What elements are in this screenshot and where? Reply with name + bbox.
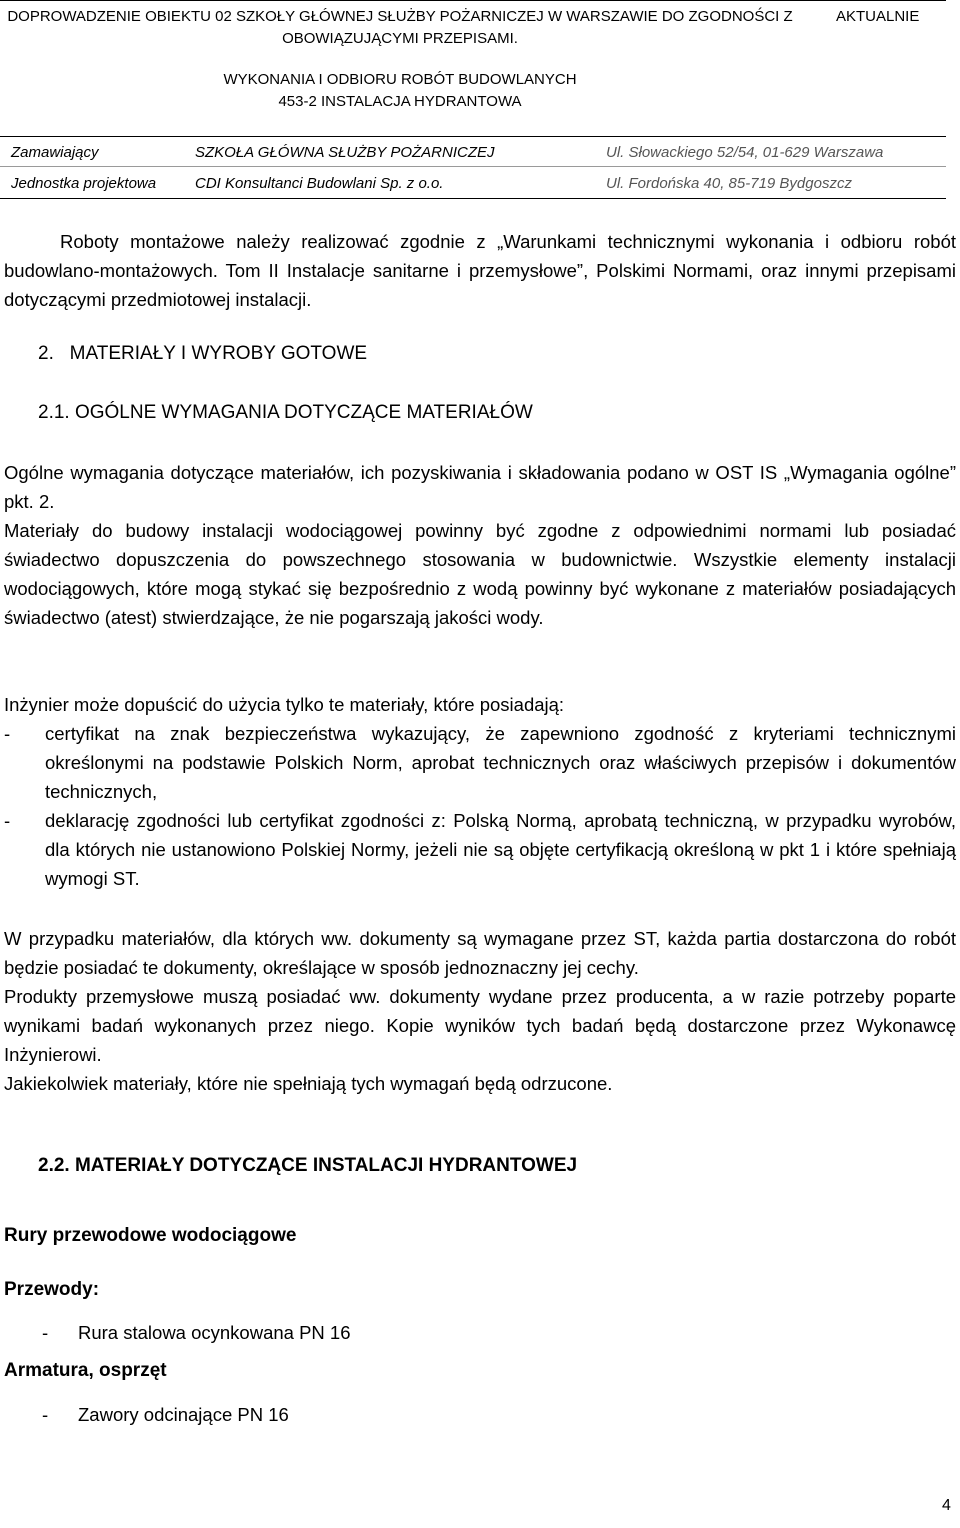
header-row-divider xyxy=(0,166,946,167)
list-dash: - xyxy=(42,1322,49,1343)
spec-title xyxy=(0,69,946,113)
client-label: Zamawiający xyxy=(11,144,99,161)
general-requirements-paragraph: Ogólne wymagania dotyczące materiałów, ich pozyskiwania i składowania podano w OST IS „Wymagania ogólne” pkt. 2. xyxy=(4,462,956,512)
client-name: SZKOŁA GŁÓWNA SŁUŻBY POŻARNICZEJ xyxy=(195,144,495,161)
designer-address xyxy=(606,174,852,194)
header-top-rule xyxy=(0,0,946,1)
intro-paragraph: Roboty montażowe należy realizować zgodnie z „Warunkami technicznymi wykonania i odbioru robót budowlano-montażowych. Tom II Instalacje sanitarne i przemysłowe”, Polskimi Normami, oraz innymi przepisami dotyczącymi przedmiotowej instalacji. xyxy=(4,231,956,310)
section-2-1-heading: 2.1. OGÓLNE WYMAGANIA DOTYCZĄCE MATERIAŁÓW xyxy=(38,402,533,423)
document-title xyxy=(0,6,800,50)
header-table-top-rule xyxy=(0,136,946,137)
conduits-heading: Przewody: xyxy=(4,1279,100,1300)
document-title-line2: OBOWIĄZUJĄCYMI PRZEPISAMI. xyxy=(282,30,518,47)
header-bottom-rule xyxy=(0,198,946,199)
spec-title-line1: WYKONANIA I ODBIORU ROBÓT BUDOWLANYCH xyxy=(223,71,577,88)
spec-title-line2: 453-2 INSTALACJA HYDRANTOWA xyxy=(278,93,522,110)
designer-name: CDI Konsultanci Budowlani Sp. z o.o. xyxy=(195,175,444,192)
fittings-item xyxy=(42,1400,642,1429)
document-title-line1: DOPROWADZENIE OBIEKTU 02 SZKOŁY GŁÓWNEJ SŁUŻBY POŻARNICZEJ W WARSZAWIE DO ZGODNOŚCI Z xyxy=(7,8,793,25)
rejection-paragraph: Jakiekolwiek materiały, które nie spełniają tych wymagań będą odrzucone. xyxy=(4,1073,613,1094)
list-dash: - xyxy=(4,810,11,831)
list-item-text: certyfikat na znak bezpieczeństwa wykazujący, że zapewniono zgodność z kryteriami technicznymi określonymi na podstawie Polskich Norm, aprobat technicznych oraz właściwych przepisów i dokumentów technicznych, xyxy=(45,723,956,802)
pipes-heading: Rury przewodowe wodociągowe xyxy=(4,1225,297,1246)
conduits-item xyxy=(42,1318,642,1347)
client-address-text: Ul. Słowackiego 52/54, 01-629 Warszawa xyxy=(606,144,884,161)
engineer-intro: Inżynier może dopuścić do użycia tylko te materiały, które posiadają: xyxy=(4,694,565,715)
list-dash: - xyxy=(42,1404,49,1425)
list-item xyxy=(4,806,956,893)
fittings-heading: Armatura, osprzęt xyxy=(4,1360,167,1381)
section-2-2-heading: 2.2. MATERIAŁY DOTYCZĄCE INSTALACJI HYDRANTOWEJ xyxy=(38,1155,578,1176)
page-number: 4 xyxy=(942,1497,951,1514)
fittings-item-text: Zawory odcinające PN 16 xyxy=(78,1404,289,1425)
client-address xyxy=(606,143,883,163)
section-2-heading: 2. MATERIAŁY I WYROBY GOTOWE xyxy=(38,343,368,364)
designer-label: Jednostka projektowa xyxy=(11,175,157,192)
documents-paragraph: W przypadku materiałów, dla których ww. dokumenty są wymagane przez ST, każda partia dostarczona do robót będzie posiadać te dokumenty, określające w sposób jednoznaczny jej cechy. xyxy=(4,928,956,978)
list-item xyxy=(4,719,956,806)
list-dash: - xyxy=(4,723,11,744)
conduits-item-text: Rura stalowa ocynkowana PN 16 xyxy=(78,1322,351,1343)
designer-address-text: Ul. Fordońska 40, 85-719 Bydgoszcz xyxy=(606,175,852,192)
materials-paragraph: Materiały do budowy instalacji wodociągowej powinny być zgodne z odpowiednimi normami lub posiadać świadectwo dopuszczenia do powszechnego stosowania w budownictwie. Wszystkie elementy instalacji wodociągowych, które mogą stykać się bezpośrednio z wodą powinny być wykonane z materiałów posiadających świadectwo (atest) stwierdzające, że nie pogarszają jakości wody. xyxy=(4,520,956,628)
list-item-text: deklarację zgodności lub certyfikat zgodności z: Polską Normą, aprobatą techniczną, w przypadku wyrobów, dla których nie ustanowiono Polskiej Normy, jeżeli nie są objęte certyfikacją określoną w pkt 1 i które spełniają wymogi ST. xyxy=(45,810,956,889)
status-label: AKTUALNIE xyxy=(836,8,920,25)
products-paragraph: Produkty przemysłowe muszą posiadać ww. dokumenty wydane przez producenta, a w razie potrzeby poparte wynikami badań wykonanych przez niego. Kopie wyników tych badań będą dostarczone przez Wykonawcę Inżynierowi. xyxy=(4,986,956,1065)
